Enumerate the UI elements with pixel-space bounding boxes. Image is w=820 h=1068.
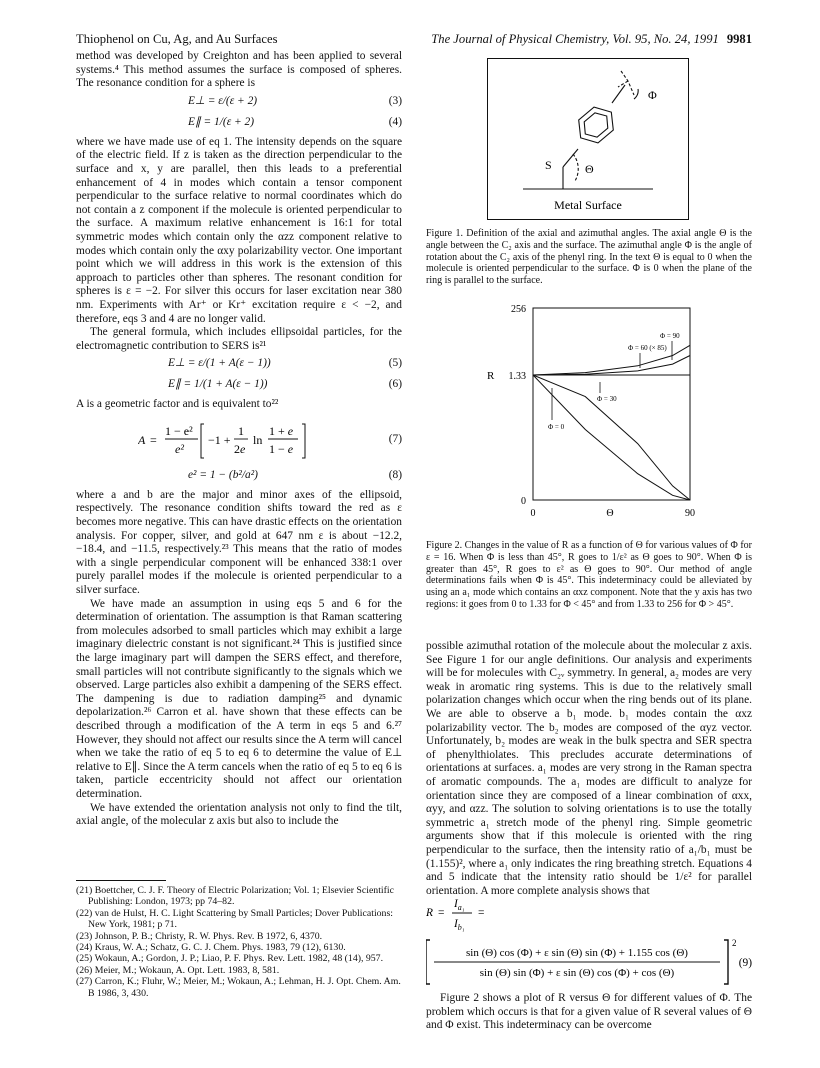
series-annotation: Φ = 0 [548, 423, 565, 431]
paragraph: possible azimuthal rotation of the molecule about the molecular z axis. See Figure 1 for our angle definitions. Our analysis and experiments will be for molecules with C₂ᵥ symmetry. In general, a₂ modes are very weak in aromatic ring systems. This is due to the relatively small polarization changes which occur when the ring bends out of its plane. We are able to observe a b₁ mode. b₁ modes contain the αxz polarizability vector. The b₂ modes are composed of the αyz vector. Unfortunately, b₂ modes are weak in the bulk spectra and SER spectra of phenylthiolates. This precludes accurate determinations of orientations at surfaces. a₁ modes are very strong in the Raman spectra of aromatic compounds. The a₁ modes are difficult to analyze for orientation since they are composed of a linear combination of αxx, αyy, and αzz. The solution to solving orientations is to use the totally symmetric a₁ stretch mode of the phenyl ring. Simple geometric arguments show that if this molecule is oriented with the ring perpendicular to the surface, then the intensity ratio of a₁/b₁ must be (1.155)², where a₁ only indicates the ring breathing stretch. Equations 4 and 5 indicate that the intensity ratio should be 1/ε² for parallel orientation. A more complete analysis shows that [426, 640, 752, 897]
figure-2-chart [460, 298, 710, 528]
svg-text:1 − e: 1 − e [269, 441, 294, 456]
svg-text:=: = [150, 432, 157, 447]
equation-9 [426, 896, 752, 986]
equation-9-body [426, 896, 752, 988]
equation-5 [76, 356, 402, 374]
svg-text:−1 +: −1 + [208, 432, 231, 447]
equation-8 [76, 468, 402, 486]
theta-label: Θ [585, 162, 594, 176]
paragraph: The general formula, which includes ellipsoidal particles, for the electromagnetic contribution to SERS is²¹ [76, 326, 402, 352]
equation-7-number: (7) [388, 432, 402, 445]
left-column [76, 50, 402, 829]
equation-6-body: E∥ = 1/(1 + A(ε − 1)) [168, 378, 268, 391]
running-head-title: Thiophenol on Cu, Ag, and Au Surfaces [76, 32, 278, 46]
equation-4-body: E∥ = 1/(ε + 2) [188, 115, 255, 128]
paragraph: Figure 2 shows a plot of R versus Θ for different values of Φ. The problem which occurs is that for a given value of R several values of Θ and Φ exist. This indeterminacy can be overcome [426, 992, 752, 1032]
svg-text:A: A [138, 432, 146, 447]
reference-rule [76, 880, 166, 881]
journal-citation: The Journal of Physical Chemistry, Vol. 95, No. 24, 1991 [431, 32, 719, 46]
series-annotation: Φ = 30 [597, 395, 617, 403]
svg-text:1: 1 [238, 423, 244, 438]
equation-3 [76, 94, 402, 112]
y-tick-label: 0 [521, 496, 526, 507]
s-atom-label: S [545, 158, 552, 172]
svg-text:1 − e²: 1 − e² [165, 423, 193, 438]
equation-7-body [138, 418, 388, 464]
paragraph: We have extended the orientation analysis not only to find the tilt, axial angle, of the molecular z axis but also to include the [76, 801, 402, 828]
reference: (22) van de Hulst, H. C. Light Scattering by Small Particles; Dover Publications: New York, 1981; p 71. [76, 907, 393, 931]
equation-3-body: E⊥ = ε/(ε + 2) [188, 94, 258, 107]
svg-text:=: = [478, 907, 485, 919]
equation-8-number: (8) [388, 468, 402, 481]
paragraph: where we have made use of eq 1. The intensity depends on the square of the electric field. If z is taken as the direction perpendicular to the surface and x, y are parallel, then this leads to a preferential enhancement of 4 in modes which contain a tensor component perpendicular to the surface relative to normal coordinates which do not contain a z component if the molecule is oriented perpendicular to the surface. A maximum relative enhancement is 16:1 for total symmetric modes which contain only the αzz component relative to modes which contain only the αxy polarizability vector. One important point which we will address in this work is the extension of this approach to particles other than spheres. The resonant condition for spheres is ε = −2. For silver this occurs for laser excitation near 380 nm. Experiments with Ar⁺ or Kr⁺ excitation require ε < −2, and therefore, eqs 3 and 4 are no longer valid. [76, 135, 402, 325]
phi-label: Φ [648, 88, 657, 102]
svg-text:Ia₁: $I_{a_1}$ [454, 898, 465, 912]
series-line-1 [533, 356, 690, 376]
equation-9-number: (9) [738, 957, 752, 969]
equation-7 [76, 418, 402, 464]
x-tick-label: 0 [530, 508, 536, 519]
svg-text:Ib₁: $I_{b_1}$ [454, 918, 465, 932]
svg-text:ln: ln [253, 432, 263, 447]
reference: (23) Johnson, P. B.; Christy, R. W. Phys. Rev. B 1972, 6, 4370. [76, 930, 323, 942]
equation-8-body: e² = 1 − (b²/a²) [188, 468, 258, 481]
series-annotation: Φ = 60 (× 85) [628, 344, 667, 352]
reference: (21) Boettcher, C. J. F. Theory of Electric Polarization; Vol. 1; Elsevier Scientific Publishing: London, 1973; pp 74–82. [76, 885, 394, 908]
paragraph: A is a geometric factor and is equivalent to²² [76, 398, 279, 411]
y-tick-label: 256 [511, 304, 526, 315]
right-column [426, 640, 752, 898]
running-head-journal [431, 32, 752, 47]
equation-5-body: E⊥ = ε/(1 + A(ε − 1)) [168, 357, 271, 370]
svg-text:e²: e² [175, 441, 184, 456]
equation-9-denominator: sin (Θ) sin (Φ) + ε sin (Θ) cos (Φ) + cos (Θ) [479, 967, 675, 979]
equation-3-number: (3) [388, 94, 402, 107]
equation-6-number: (6) [388, 378, 402, 391]
svg-text:2: 2 [732, 938, 737, 948]
svg-text:1 + e: 1 + e [269, 423, 294, 438]
chart-svg [460, 298, 710, 528]
svg-text:R: R [426, 907, 433, 919]
reference: (24) Kraus, W. A.; Schatz, G. C. J. Chem. Phys. 1983, 79 (12), 6130. [76, 942, 346, 954]
y-tick-label: 1.33 [508, 371, 526, 382]
series-line-3 [533, 375, 690, 500]
x-tick-label: 90 [685, 508, 695, 519]
equation-6 [76, 377, 402, 395]
equation-4-number: (4) [388, 115, 402, 128]
figure-1-caption: Figure 1. Definition of the axial and azimuthal angles. The axial angle Θ is the angle between the C₂ axis and the surface. The azimuthal angle Φ is the angle of rotation about the C₂ axis of the phenyl ring. In the text Θ is equal to 0 when the molecule is oriented perpendicular to the surface. Φ is 0 when the plane of the ring is parallel to the surface. [426, 228, 752, 287]
figure-2-caption: Figure 2. Changes in the value of R as a function of Θ for various values of Φ for ε = 16. When Φ is less than 45°, R goes to 1/ε² as Θ goes to 90°. When Φ is greater than 45°, R goes to ε² as Θ goes to 90°. Our method of angle determinations fails when Φ is 45°. This indeterminacy could be alleviated by using an a₁ mode which contains an αxz component. Note that the y axis has two regions: it goes from 0 to 1.33 for Φ < 45° and from 1.33 to 256 for Φ > 45°. [426, 540, 752, 610]
paragraph: method was developed by Creighton and has been applied to several systems.⁴ This method assumes the surface is composed of spheres. The resonance condition for a sphere is [76, 50, 402, 90]
series-annotation: Φ = 90 [660, 332, 680, 340]
svg-text:2e: 2e [234, 441, 246, 456]
references [76, 880, 402, 999]
right-column-bottom [426, 992, 752, 1033]
metal-surface-label: Metal Surface [554, 198, 622, 212]
equation-9-numerator: sin (Θ) cos (Φ) + ε sin (Θ) sin (Φ) + 1.155 cos (Θ) [466, 947, 688, 959]
x-axis-label: Θ [606, 508, 614, 519]
svg-text:=: = [438, 907, 445, 919]
series-line-2 [533, 375, 690, 500]
reference: (25) Wokaun, A.; Gordon, J. P.; Liao, P. F. Phys. Rev. Lett. 1982, 48 (14), 957. [76, 953, 384, 965]
figure-1-diagram [488, 59, 688, 219]
y-axis-label: R [487, 370, 495, 382]
reference: (27) Carron, K.; Fluhr, W.; Meier, M.; Wokaun, A.; Lehman, H. J. Opt. Chem. Am. B 1986, 3, 430. [76, 976, 401, 999]
reference: (26) Meier, M.; Wokaun, A. Opt. Lett. 1983, 8, 581. [76, 964, 280, 976]
page-number: 9981 [726, 32, 752, 46]
equation-5-number: (5) [388, 357, 402, 370]
paragraph: We have made an assumption in using eqs 5 and 6 for the determination of orientation. The assumption is that Raman scattering from molecules adsorbed to small particles which may exhibit a large imaginary dielectric constant is not significant.²⁴ This is justified since the large imaginary part will dampen the SERS effect, and therefore, small particles will not contribute significantly to the signals which we observed. Large particles also exhibit a dampening of the SERS effect. The dampening is due to radiation damping²⁵ and dynamic depolarization.²⁶ Carron et al. have shown that these effects can be described through a modification of the A term in eqs 5 and 6.²⁷ However, they should not affect our results since the A term will cancel when we take the ratio of eq 5 to eq 6 to determine the value of E⊥ relative to E∥. Since the A term cancels when the ratio of eq 5 to eq 6 is taken, particle eccentricity should not affect our orientation determination. [76, 597, 402, 800]
figure-1 [487, 58, 689, 220]
equation-4 [76, 115, 402, 133]
paragraph: where a and b are the major and minor axes of the ellipsoid, respectively. The resonance condition shifts toward the red as ε becomes more negative. This can have drastic effects on the orientation analysis. For copper, silver, and gold at 647 nm ε is about −12.2, −18.4, and −11.5, respectively.²³ This means that the ratio of modes with a single perpendicular component will be enhanced 338:1 over purely parallel modes if the molecule is oriented perpendicular to a silver surface. [76, 488, 402, 597]
